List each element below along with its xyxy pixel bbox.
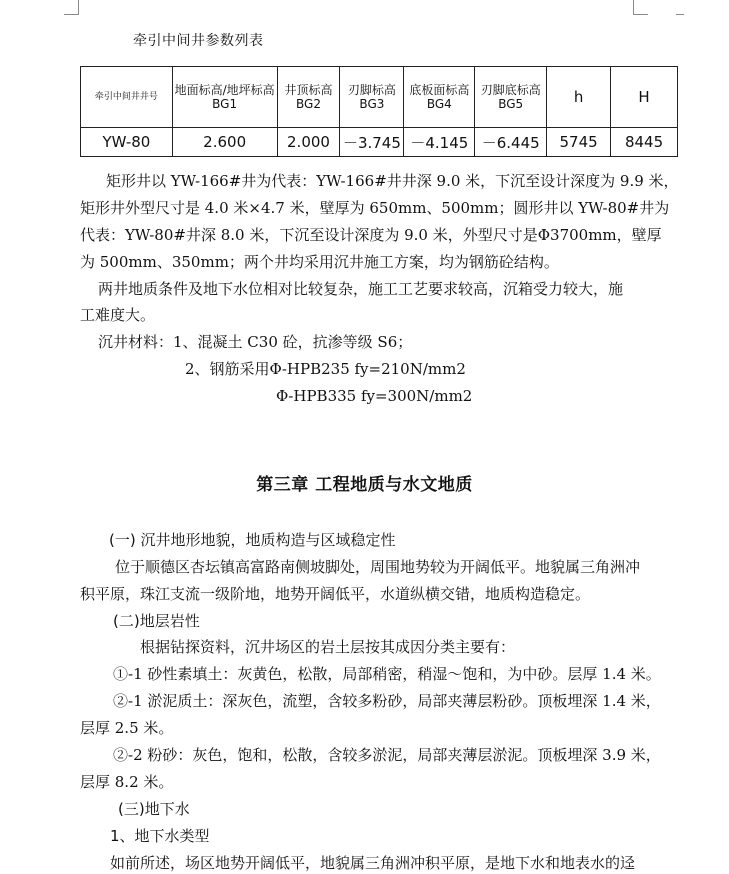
table-cell: 5745 [547, 128, 611, 157]
table-header-cell: 刃脚底标高BG5 [475, 67, 547, 128]
table-cell: YW-80 [81, 128, 173, 157]
body-text-line: ②-2 粉砂：灰色，饱和，松散，含较多淤泥，局部夹薄层淤泥。顶板埋深 3.9 米， [113, 746, 661, 764]
table-header-row [81, 67, 678, 128]
table-cell: 2.000 [277, 128, 340, 157]
body-text-line: ①-1 砂性素填土：灰黄色，松散，局部稍密，稍湿～饱和，为中砂。层厚 1.4 米。 [113, 665, 661, 683]
table-header-cell: 地面标高/地坪标高BG1 [172, 67, 277, 128]
page-corner-mark [78, 0, 79, 14]
body-text-line: 2、钢筋采用Φ-HPB235 fy=210N/mm2 [185, 360, 466, 378]
body-text-line: 积平原，珠江支流一级阶地，地势开阔低平，水道纵横交错，地质构造稳定。 [80, 585, 591, 603]
table-title: 牵引中间井参数列表 [133, 33, 264, 49]
body-text-line: 代表：YW-80#井深 8.0 米，下沉至设计深度为 9.0 米，外型尺寸是Φ3700mm，壁厚 [80, 226, 662, 244]
page-corner-mark [633, 14, 648, 15]
section-title: (三)地下水 [118, 800, 190, 818]
table-header-cell: 底板面标高BG4 [404, 67, 475, 128]
subsection-title: 1、地下水类型 [110, 827, 210, 845]
table-header-cell: 牵引中间井井号 [81, 67, 173, 128]
table-header-cell: h [547, 67, 611, 128]
body-text-line: 矩形井外型尺寸是 4.0 米×4.7 米，壁厚为 650mm、500mm；圆形井以 YW-80#井为 [80, 199, 670, 217]
body-text-line: 沉井材料：1、混凝土 C30 砼，抗渗等级 S6； [98, 333, 413, 351]
body-text-line: Φ-HPB335 fy=300N/mm2 [276, 387, 473, 405]
page-corner-mark [676, 14, 684, 15]
table-row [81, 128, 678, 157]
page-corner-mark [633, 0, 634, 14]
page-corner-mark [64, 14, 79, 15]
chapter-heading: 第三章 工程地质与水文地质 [256, 475, 473, 495]
body-text-line: 矩形井以 YW-166#井为代表：YW-166#井井深 9.0 米，下沉至设计深度为 9.9 米， [106, 172, 679, 190]
table-header-cell: 井顶标高BG2 [277, 67, 340, 128]
body-text-line: 层厚 2.5 米。 [80, 719, 174, 737]
section-title: (二)地层岩性 [113, 612, 200, 630]
body-text-line: ②-1 淤泥质土：深灰色，流塑，含较多粉砂，局部夹薄层粉砂。顶板埋深 1.4 米， [113, 692, 661, 710]
body-text-line: 位于顺德区杏坛镇高富路南侧坡脚处，周围地势较为开阔低平。地貌属三角洲冲 [115, 558, 641, 576]
body-text-line: 层厚 8.2 米。 [80, 773, 174, 791]
table-cell: 2.600 [172, 128, 277, 157]
parameter-table [80, 66, 678, 157]
table-cell: －6.445 [475, 128, 547, 157]
table-cell: 8445 [611, 128, 678, 157]
body-text-line: 为 500mm、350mm；两个井均采用沉井施工方案，均为钢筋砼结构。 [80, 253, 559, 271]
body-text-line: 如前所述，场区地势开阔低平，地貌属三角洲冲积平原，是地下水和地表水的迳 [110, 854, 636, 872]
section-title: (一) 沉井地形地貌，地质构造与区域稳定性 [109, 531, 396, 549]
body-text-line: 两井地质条件及地下水位相对比较复杂，施工工艺要求较高，沉箱受力较大，施 [98, 280, 624, 298]
table-header-cell: H [611, 67, 678, 128]
table-cell: －3.745 [340, 128, 404, 157]
body-text-line: 工难度大。 [80, 306, 156, 324]
body-text-line: 根据钻探资料，沉井场区的岩土层按其成因分类主要有： [140, 638, 516, 656]
table-header-cell: 刃脚标高BG3 [340, 67, 404, 128]
table-cell: －4.145 [404, 128, 475, 157]
